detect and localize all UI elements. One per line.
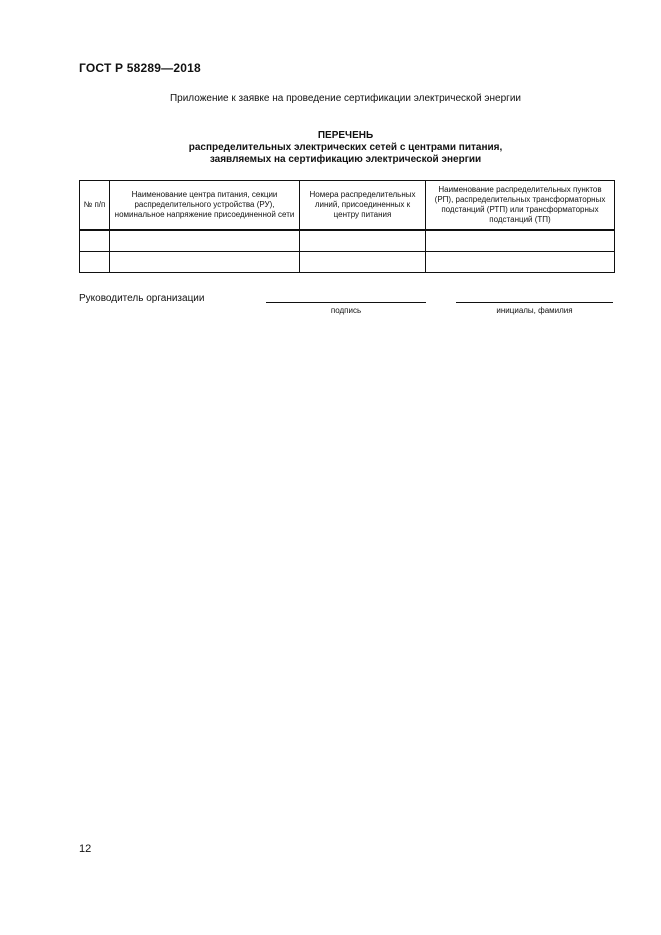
- column-header-line-numbers: Номера распределительных линий, присоединенных к центру питания: [300, 181, 426, 231]
- name-line: [456, 302, 613, 303]
- page-number: 12: [79, 843, 92, 855]
- title-line-3: заявляемых на сертификацию электрической энергии: [209, 154, 482, 165]
- title-line-2: распределительных электрических сетей с центрами питания,: [188, 142, 503, 153]
- table-cell: [426, 252, 615, 273]
- table-cell: [300, 252, 426, 273]
- table-cell: [110, 252, 300, 273]
- table-cell: [80, 252, 110, 273]
- signature-label: Руководитель организации: [79, 293, 205, 304]
- table-cell: [80, 230, 110, 252]
- table-cell: [300, 230, 426, 252]
- document-title: [0, 130, 661, 166]
- signature-caption: подпись: [330, 306, 362, 315]
- table-cell: [426, 230, 615, 252]
- table-row: [80, 230, 615, 252]
- name-caption: инициалы, фамилия: [496, 306, 573, 315]
- table-header-row: [80, 181, 615, 231]
- column-header-power-center: Наименование центра питания, секции распределительного устройства (РУ), номинальное напряжение присоединенной сети: [110, 181, 300, 231]
- title-line-1: ПЕРЕЧЕНЬ: [317, 130, 374, 141]
- column-header-number: № п/п: [80, 181, 110, 231]
- column-header-substations: Наименование распределительных пунктов (РП), распределительных трансформаторных подстанций (РТП) или трансформаторных подстанций (ТП): [426, 181, 615, 231]
- signature-line: [266, 302, 426, 303]
- standard-designation: ГОСТ Р 58289—2018: [79, 61, 201, 75]
- table-row: [80, 252, 615, 273]
- table-cell: [110, 230, 300, 252]
- appendix-caption: Приложение к заявке на проведение сертификации электрической энергии: [169, 93, 522, 104]
- network-list-table: [79, 180, 615, 273]
